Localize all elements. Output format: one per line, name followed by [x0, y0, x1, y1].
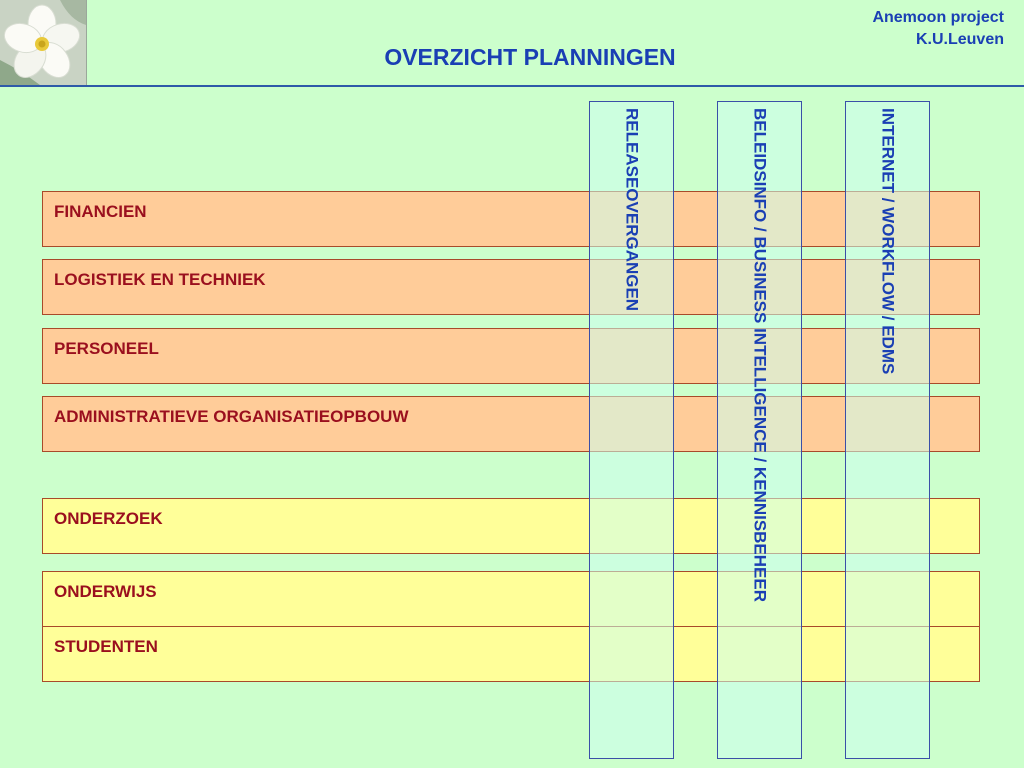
row-label: ONDERWIJS: [54, 582, 157, 601]
row-label: LOGISTIEK EN TECHNIEK: [54, 270, 266, 289]
column-label: RELEASEOVERGANGEN: [622, 108, 642, 312]
header-divider: [0, 85, 1024, 87]
row-administratieve-organisatieopbouw: [42, 396, 980, 452]
column-label: INTERNET / WORKFLOW / EDMS: [878, 108, 898, 375]
page-title: OVERZICHT PLANNINGEN: [384, 44, 676, 70]
row-personeel: [42, 328, 980, 384]
anemone-flower-icon: [0, 0, 86, 85]
column-label: BELEIDSINFO / BUSINESS INTELLIGENCE / KENNISBEHEER: [750, 108, 770, 603]
row-studenten: [42, 626, 980, 682]
organisation-label: [872, 7, 1004, 51]
row-onderzoek: [42, 498, 980, 554]
column-beleidsinfo: [717, 101, 802, 759]
column-releaseovergangen: [589, 101, 674, 759]
org-line-2: K.U.Leuven: [915, 31, 1004, 48]
row-label: STUDENTEN: [54, 637, 158, 656]
row-onderwijs: [42, 571, 980, 627]
org-line-1: Anemoon project: [872, 9, 1004, 26]
row-label: ADMINISTRATIEVE ORGANISATIEOPBOUW: [54, 407, 409, 426]
row-label: PERSONEEL: [54, 339, 159, 358]
row-label: ONDERZOEK: [54, 509, 163, 528]
row-label: FINANCIEN: [54, 202, 147, 221]
column-internet-workflow-edms: [845, 101, 930, 759]
row-financien: [42, 191, 980, 247]
row-logistiek-en-techniek: [42, 259, 980, 315]
logo: [0, 0, 87, 85]
